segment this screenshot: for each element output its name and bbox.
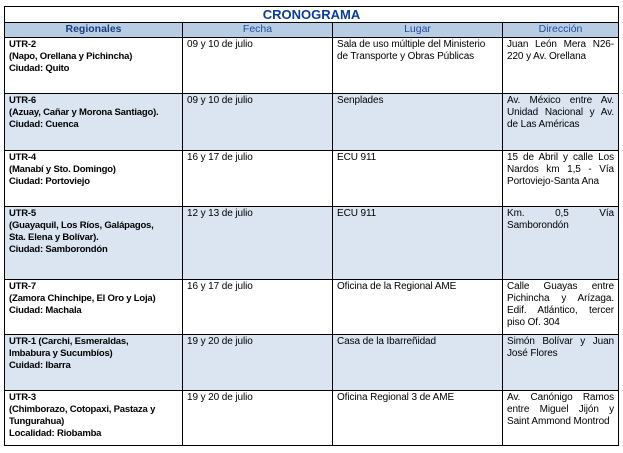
table-row xyxy=(5,38,619,94)
region-cell: UTR-3 (Chimborazo, Cotopaxi, Pastaza y Tungurahua) Localidad: Riobamba xyxy=(5,391,183,446)
fecha-cell: 16 y 17 de julio xyxy=(183,151,333,207)
table-row xyxy=(5,335,619,391)
header-lugar: Lugar xyxy=(333,23,503,38)
lugar-cell: ECU 911 xyxy=(333,207,503,280)
region-cell: UTR-5 (Guayaquil, Los Ríos, Galápagos, Sta. Elena y Bolívar). Ciudad: Samborondón xyxy=(5,207,183,280)
direccion-cell: 15 de Abril y calle Los Nardos km 1,5 - Vía Portoviejo-Santa Ana xyxy=(503,151,619,207)
table-row xyxy=(5,280,619,335)
header-fecha: Fecha xyxy=(183,23,333,38)
table-row xyxy=(5,391,619,446)
region-cell: UTR-4 (Manabí y Sto. Domingo) Ciudad: Portoviejo xyxy=(5,151,183,207)
fecha-cell: 09 y 10 de julio xyxy=(183,94,333,151)
direccion-cell: Juan León Mera N26-220 y Av. Orellana xyxy=(503,38,619,94)
table-row xyxy=(5,94,619,151)
direccion-cell: Av. Canónigo Ramos entre Miguel Jijón y Saint Ammond Montrod xyxy=(503,391,619,446)
fecha-cell: 16 y 17 de julio xyxy=(183,280,333,335)
table-title: CRONOGRAMA xyxy=(5,7,619,23)
region-cell: UTR-2 (Napo, Orellana y Pichincha) Ciudad: Quito xyxy=(5,38,183,94)
direccion-cell: Km. 0,5 Vía Samborondón xyxy=(503,207,619,280)
lugar-cell: Oficina de la Regional AME xyxy=(333,280,503,335)
region-cell: UTR-1 (Carchi, Esmeraldas, Imbabura y Sucumbíos) Cuidad: Ibarra xyxy=(5,335,183,391)
table-row xyxy=(5,151,619,207)
lugar-cell: Casa de la Ibarreñidad xyxy=(333,335,503,391)
lugar-cell: Senplades xyxy=(333,94,503,151)
fecha-cell: 12 y 13 de julio xyxy=(183,207,333,280)
table-row xyxy=(5,207,619,280)
lugar-cell: Sala de uso múltiple del Ministerio de Transporte y Obras Públicas xyxy=(333,38,503,94)
fecha-cell: 19 y 20 de julio xyxy=(183,391,333,446)
header-direccion: Dirección xyxy=(503,23,619,38)
direccion-cell: Av. México entre Av. Unidad Nacional y Av. de Las Américas xyxy=(503,94,619,151)
region-cell: UTR-7 (Zamora Chinchipe, El Oro y Loja) Ciudad: Machala xyxy=(5,280,183,335)
direccion-cell: Calle Guayas entre Pichincha y Arízaga. Edif. Atlántico, tercer piso Of. 304 xyxy=(503,280,619,335)
schedule-table xyxy=(4,6,619,446)
header-regionales: Regionales xyxy=(5,23,183,38)
direccion-cell: Simón Bolívar y Juan José Flores xyxy=(503,335,619,391)
lugar-cell: Oficina Regional 3 de AME xyxy=(333,391,503,446)
fecha-cell: 09 y 10 de julio xyxy=(183,38,333,94)
lugar-cell: ECU 911 xyxy=(333,151,503,207)
fecha-cell: 19 y 20 de julio xyxy=(183,335,333,391)
region-cell: UTR-6 (Azuay, Cañar y Morona Santiago). Ciudad: Cuenca xyxy=(5,94,183,151)
